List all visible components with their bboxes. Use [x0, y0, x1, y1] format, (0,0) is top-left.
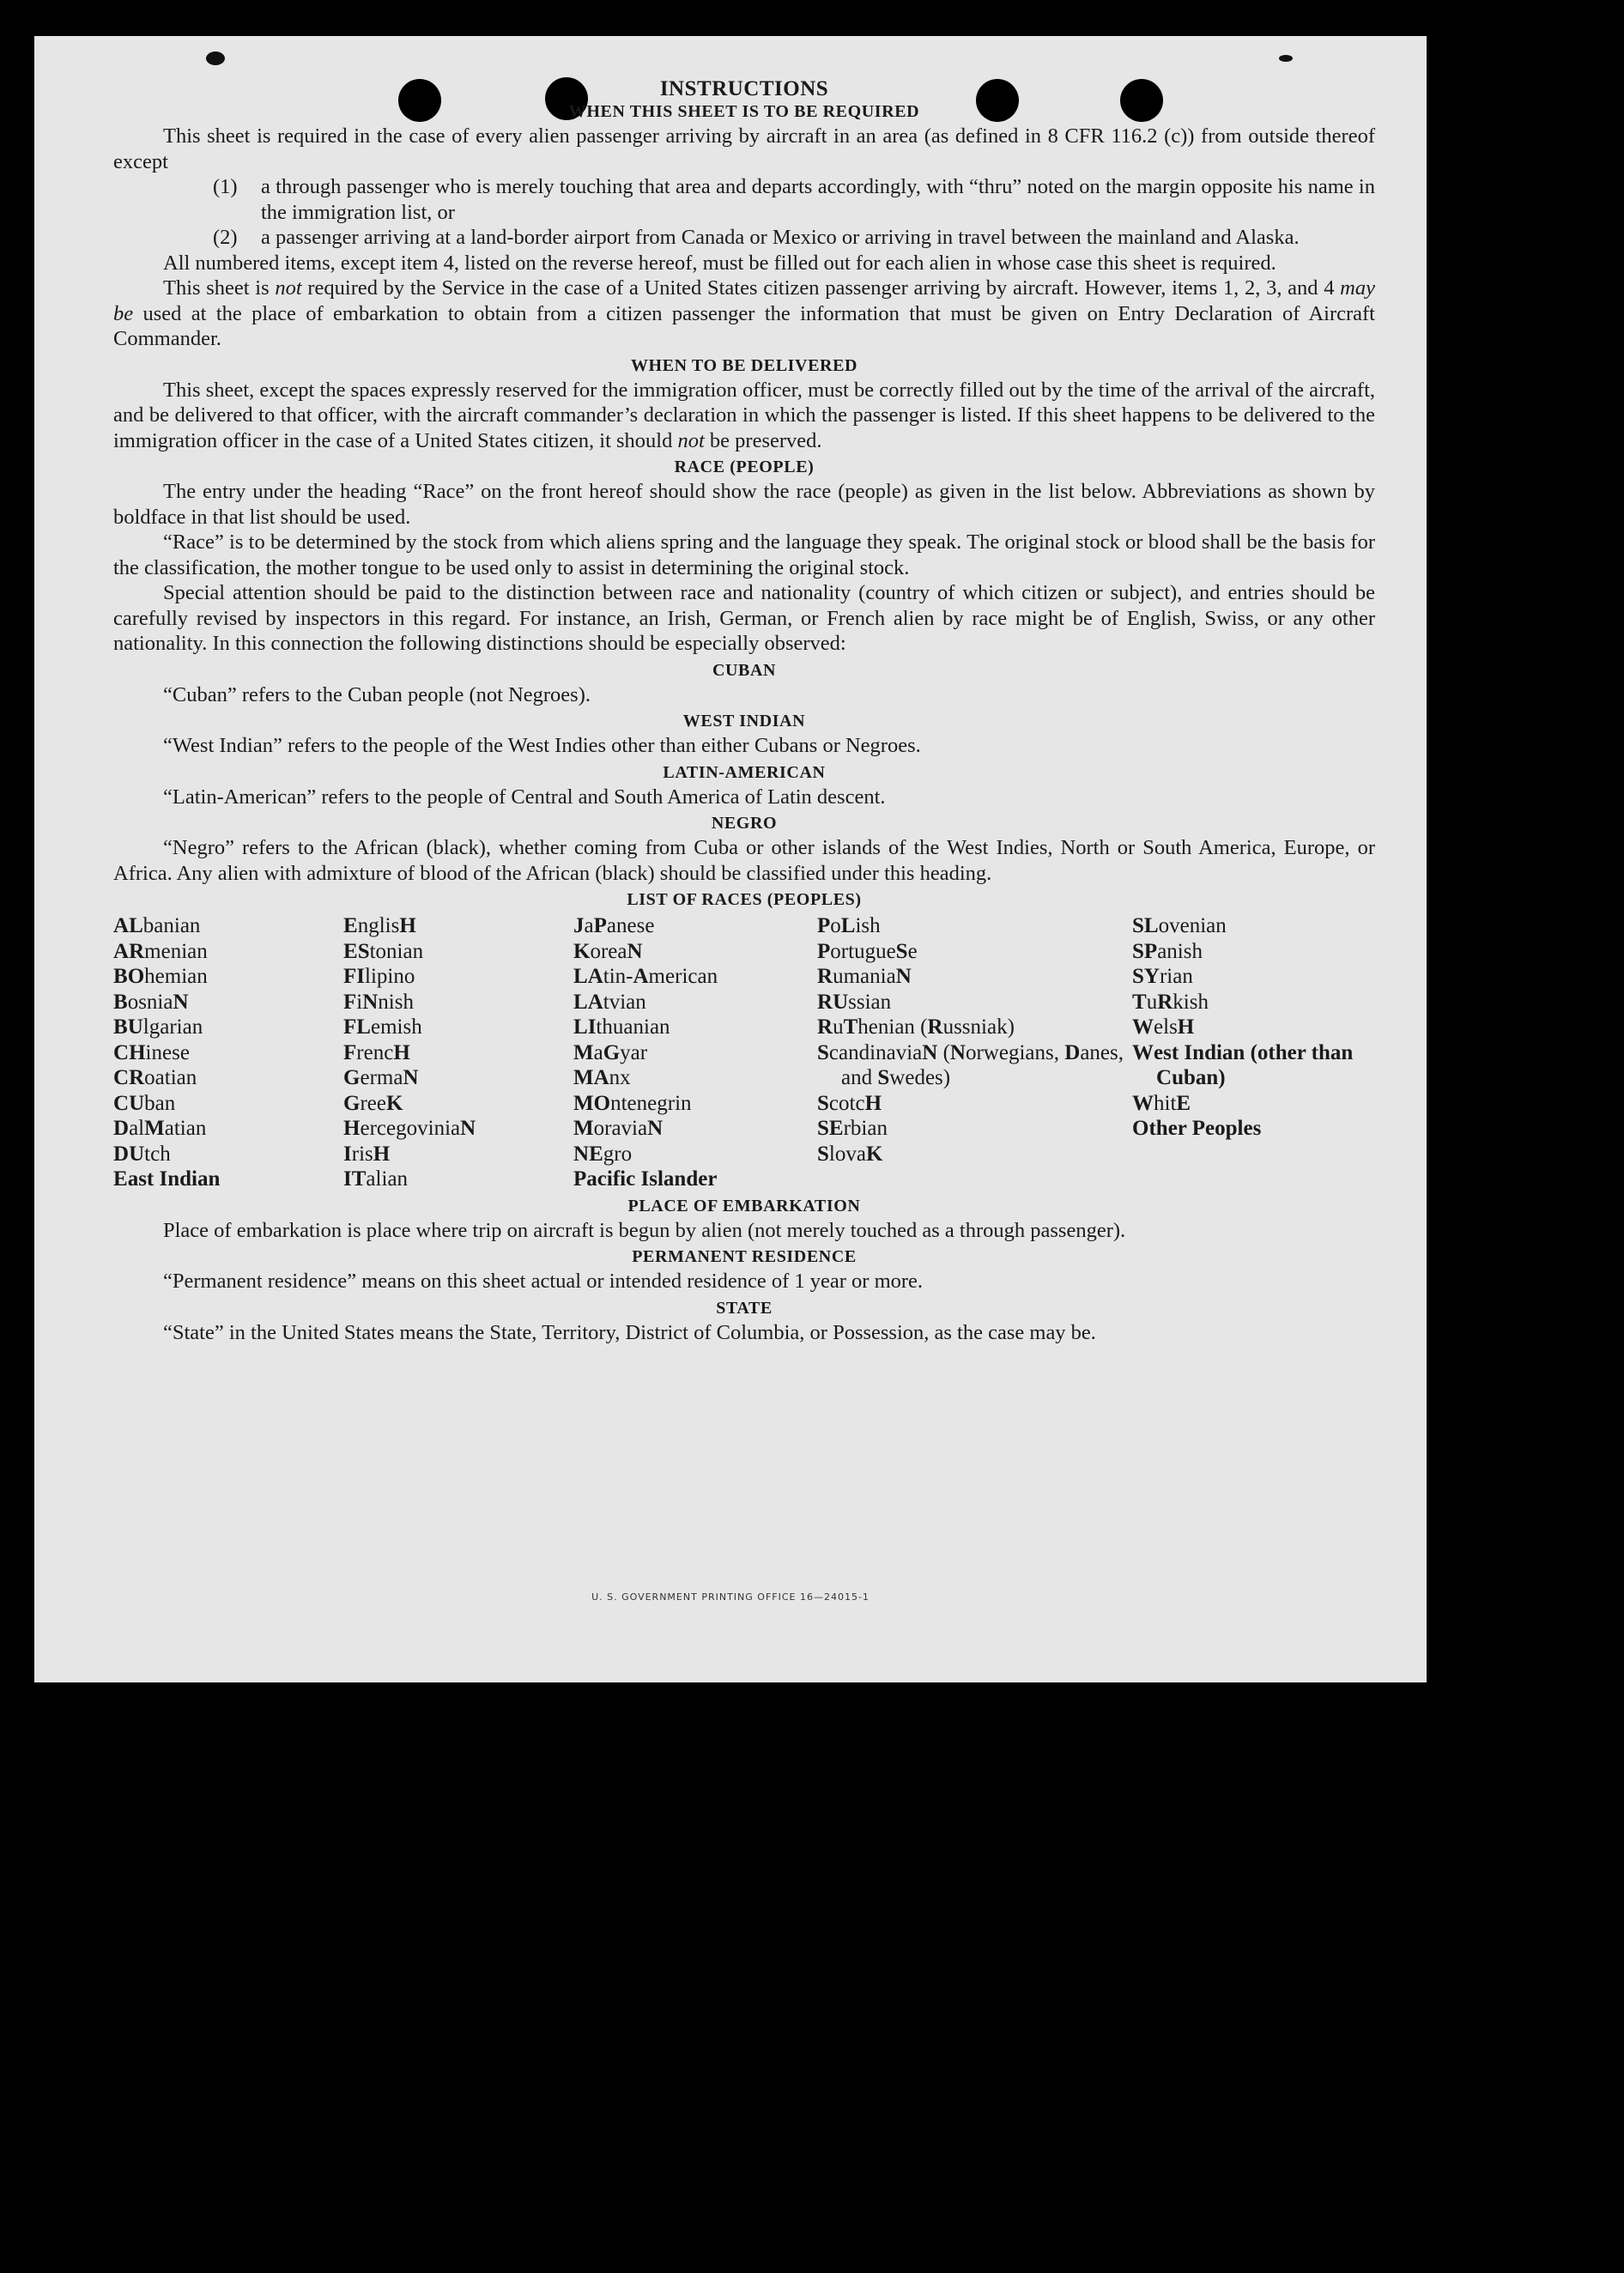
- races-column: [573, 913, 817, 1192]
- section-heading-negro: NEGRO: [711, 814, 778, 833]
- race-entry: FiNnish: [343, 990, 414, 1014]
- text-run: be preserved.: [704, 428, 822, 452]
- section-heading-west-indian: WEST INDIAN: [682, 712, 806, 730]
- ink-speck: [1279, 55, 1293, 62]
- paragraph: “Permanent residence” means on this sheet actual or intended residence of 1 year or more.: [163, 1270, 924, 1293]
- race-entry: DalMatian: [113, 1117, 207, 1140]
- race-entry: LIthuanian: [573, 1015, 670, 1039]
- race-entry: DUtch: [113, 1142, 171, 1166]
- race-entry: PortugueSe: [817, 939, 918, 963]
- paragraph: All numbered items, except item 4, listed on the reverse hereof, must be filled out for each alien in whose case this sheet is required.: [163, 251, 1276, 275]
- paragraph: [113, 378, 1375, 454]
- list-item: [113, 174, 1375, 225]
- section-heading-when-delivered: WHEN TO BE DELIVERED: [630, 355, 858, 375]
- race-entry: MoraviaN: [573, 1117, 664, 1140]
- document-sheet: [34, 36, 1427, 1682]
- section-heading-embarkation: PLACE OF EMBARKATION: [627, 1196, 861, 1215]
- text-run: required by the Service in the case of a United States citizen passenger arriving by aircraft. However, items 1, 2, 3, and 4: [301, 276, 1341, 300]
- race-entry: MaGyar: [573, 1040, 648, 1064]
- paragraph: “Cuban” refers to the Cuban people (not Negroes).: [163, 682, 591, 706]
- race-entry: RuThenian (Russniak): [817, 1015, 1015, 1039]
- item-number: (2): [213, 226, 238, 249]
- races-column: [817, 913, 1132, 1192]
- race-entry: BUlgarian: [113, 1015, 203, 1039]
- emphasis: not: [275, 276, 302, 300]
- race-entry: ITalian: [343, 1167, 409, 1191]
- text-run: This sheet, except the spaces expressly reserved for the immigration officer, must be correctly filled out by the time of the arrival of the aircraft, and be delivered to that officer, with the aircraft commander’s declaration in which the passenger is listed. If this sheet happens to be delivered to the immigration officer in the case of a United States citizen, it should: [113, 378, 1375, 452]
- race-entry: NEgro: [573, 1142, 633, 1166]
- race-entry: CHinese: [113, 1040, 190, 1064]
- race-entry: West Indian (other than Cuban): [1132, 1040, 1354, 1089]
- emphasis: not: [677, 428, 705, 452]
- paragraph: Place of embarkation is place where trip on aircraft is begun by alien (not merely touched as a through passenger).: [163, 1218, 1126, 1242]
- paragraph: [113, 276, 1375, 352]
- paragraph: This sheet is required in the case of every alien passenger arriving by aircraft in an area (as defined in 8 CFR 116.2 (c)) from outside thereof except: [113, 124, 1375, 173]
- race-entry: SLovenian: [1132, 914, 1227, 937]
- race-entry: SPanish: [1132, 939, 1203, 963]
- paragraph: “Race” is to be determined by the stock from which aliens spring and the language they speak. The original stock or blood shall be the basis for the classification, the mother tongue to be used only to assist in determining the original stock.: [113, 530, 1375, 579]
- races-list: [113, 913, 1375, 1192]
- races-column: [343, 913, 573, 1192]
- item-number: (1): [213, 175, 238, 198]
- list-item: [113, 225, 1375, 251]
- race-entry: SErbian: [817, 1117, 888, 1140]
- race-entry: EnglisH: [343, 914, 416, 937]
- instructions-content: [113, 77, 1375, 1345]
- section-heading-residence: PERMANENT RESIDENCE: [632, 1247, 857, 1266]
- text-run: This sheet is: [163, 276, 276, 300]
- race-entry: FrencH: [343, 1040, 410, 1064]
- emphasis: may be: [113, 276, 1375, 325]
- section-heading-when-required: WHEN THIS SHEET IS TO BE REQUIRED: [568, 102, 920, 121]
- race-entry: SYrian: [1132, 965, 1193, 988]
- races-column: [113, 913, 343, 1192]
- paragraph: “Latin-American” refers to the people of Central and South America of Latin descent.: [163, 785, 886, 809]
- race-entry: Pacific Islander: [573, 1167, 718, 1191]
- race-entry: HercegoviniaN: [343, 1117, 476, 1140]
- race-entry: RumaniaN: [817, 965, 912, 988]
- race-entry: GreeK: [343, 1091, 403, 1115]
- section-heading-cuban: CUBAN: [712, 660, 777, 680]
- race-entry: CRoatian: [113, 1066, 197, 1089]
- race-entry: ARmenian: [113, 939, 208, 963]
- race-entry: IrisH: [343, 1142, 391, 1166]
- race-entry: FIlipino: [343, 965, 415, 988]
- section-heading-latin-american: LATIN-AMERICAN: [663, 762, 826, 782]
- paragraph: “West Indian” refers to the people of the West Indies other than either Cubans or Negroes.: [163, 734, 921, 757]
- section-heading-state: STATE: [716, 1298, 773, 1318]
- race-entry: ALbanian: [113, 914, 201, 937]
- race-entry: Other Peoples: [1132, 1117, 1262, 1140]
- races-column: [1132, 913, 1364, 1192]
- race-entry: EStonian: [343, 939, 424, 963]
- race-entry: MAnx: [573, 1066, 631, 1089]
- race-entry: JaPanese: [573, 914, 655, 937]
- ink-speck: [206, 52, 225, 65]
- race-entry: LAtvian: [573, 990, 646, 1014]
- item-text: a passenger arriving at a land-border airport from Canada or Mexico or arriving in travel between the mainland and Alaska.: [261, 226, 1300, 249]
- race-entry: MOntenegrin: [573, 1091, 692, 1115]
- printer-line: U. S. GOVERNMENT PRINTING OFFICE 16—24015-1: [591, 1591, 870, 1603]
- section-heading-race: RACE (PEOPLE): [674, 458, 815, 476]
- race-entry: CUban: [113, 1091, 176, 1115]
- race-entry: KoreaN: [573, 939, 643, 963]
- section-heading-list-of-races: LIST OF RACES (PEOPLES): [627, 890, 862, 909]
- race-entry: SlovaK: [817, 1142, 883, 1166]
- race-entry: ScandinaviaN (Norwegians, Danes, and Swedes): [817, 1040, 1124, 1089]
- item-text: a through passenger who is merely touching that area and departs accordingly, with “thru” noted on the margin opposite his name in the immigration list, or: [261, 175, 1375, 224]
- race-entry: GermaN: [343, 1066, 419, 1089]
- page-title: INSTRUCTIONS: [659, 77, 829, 100]
- paragraph: “Negro” refers to the African (black), whether coming from Cuba or other islands of the West Indies, North or South America, Europe, or Africa. Any alien with admixture of blood of the African (black) should be classified under this heading.: [113, 836, 1375, 885]
- paragraph: The entry under the heading “Race” on the front hereof should show the race (people) as given in the list below. Abbreviations as shown by boldface in that list should be used.: [113, 480, 1375, 529]
- paragraph: “State” in the United States means the State, Territory, District of Columbia, or Possession, as the case may be.: [163, 1320, 1096, 1344]
- race-entry: LAtin-American: [573, 965, 718, 988]
- race-entry: WelsH: [1132, 1015, 1195, 1039]
- paragraph: Special attention should be paid to the distinction between race and nationality (country of which citizen or subject), and entries should be carefully revised by inspectors in this regard. For instance, an Irish, German, or French alien by race might be of English, Swiss, or any other nationality. In this connection the following distinctions should be especially observed:: [113, 581, 1375, 655]
- race-entry: PoLish: [817, 914, 881, 937]
- race-entry: WhitE: [1132, 1091, 1191, 1115]
- race-entry: ScotcH: [817, 1091, 882, 1115]
- race-entry: RUssian: [817, 990, 892, 1014]
- race-entry: FLemish: [343, 1015, 422, 1039]
- race-entry: TuRkish: [1132, 990, 1209, 1014]
- race-entry: BosniaN: [113, 990, 189, 1014]
- race-entry: East Indian: [113, 1167, 221, 1191]
- text-run: used at the place of embarkation to obtain from a citizen passenger the information that must be given on Entry Declaration of Aircraft Commander.: [113, 301, 1375, 350]
- race-entry: BOhemian: [113, 965, 208, 988]
